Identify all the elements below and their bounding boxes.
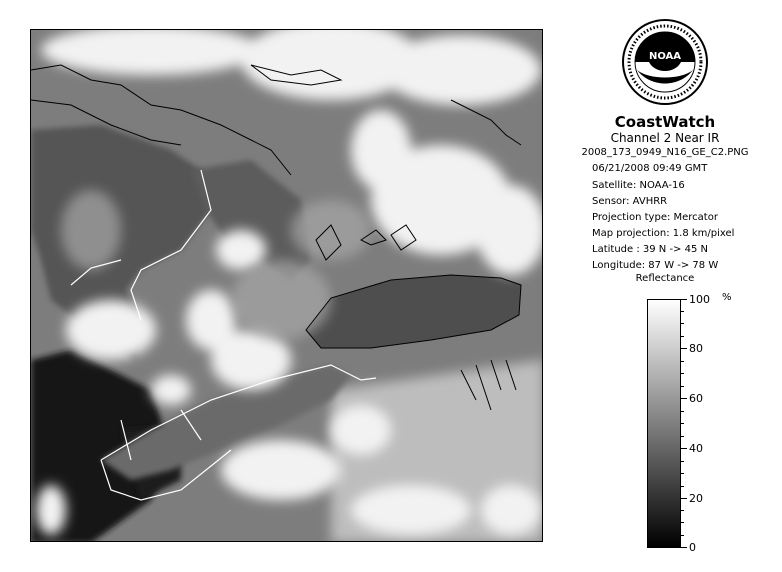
colorbar-tick-label: 20	[689, 492, 703, 505]
colorbar-tick	[680, 547, 687, 548]
colorbar-minor-tick	[680, 436, 684, 437]
satellite-image-map	[30, 29, 543, 542]
colorbar-minor-tick	[680, 423, 684, 424]
colorbar-tick	[680, 299, 687, 300]
colorbar-tick	[680, 348, 687, 349]
colorbar-minor-tick	[680, 411, 684, 412]
colorbar-minor-tick	[680, 535, 684, 536]
product-title: CoastWatch	[614, 113, 716, 131]
filename-label: 2008_173_0949_N16_GE_C2.PNG	[581, 147, 749, 158]
colorbar-minor-tick	[680, 373, 684, 374]
metadata-satellite: Satellite: NOAA-16	[592, 180, 685, 191]
logo-center-text: NOAA	[648, 51, 682, 62]
colorbar-minor-tick	[680, 386, 684, 387]
colorbar-tick	[680, 398, 687, 399]
colorbar-tick-label: 40	[689, 442, 703, 455]
colorbar-tick-label: 100	[689, 293, 710, 306]
noaa-logo-icon	[621, 18, 709, 106]
colorbar-legend	[647, 299, 681, 548]
colorbar-label: Reflectance	[635, 273, 695, 284]
metadata-datetime: 06/21/2008 09:49 GMT	[592, 163, 708, 174]
colorbar-minor-tick	[680, 323, 684, 324]
colorbar-minor-tick	[680, 473, 684, 474]
colorbar-tick-label: 60	[689, 392, 703, 405]
colorbar-minor-tick	[680, 510, 684, 511]
metadata-sensor: Sensor: AVHRR	[592, 196, 668, 207]
colorbar-minor-tick	[680, 336, 684, 337]
colorbar-tick-label: 0	[689, 541, 696, 554]
colorbar-minor-tick	[680, 361, 684, 362]
colorbar-tick	[680, 498, 687, 499]
colorbar-gradient	[648, 300, 680, 547]
colorbar-unit: %	[722, 292, 732, 303]
colorbar-tick-label: 80	[689, 342, 703, 355]
metadata-map-projection: Map projection: 1.8 km/pixel	[592, 228, 735, 239]
colorbar-tick	[680, 448, 687, 449]
map-svg	[31, 30, 543, 542]
colorbar-minor-tick	[680, 461, 684, 462]
colorbar-minor-tick	[680, 522, 684, 523]
metadata-projection-type: Projection type: Mercator	[592, 212, 718, 223]
colorbar-minor-tick	[680, 311, 684, 312]
metadata-latitude: Latitude : 39 N -> 45 N	[592, 244, 708, 255]
metadata-longitude: Longitude: 87 W -> 78 W	[592, 260, 719, 271]
colorbar-minor-tick	[680, 486, 684, 487]
channel-subtitle: Channel 2 Near IR	[610, 131, 720, 145]
